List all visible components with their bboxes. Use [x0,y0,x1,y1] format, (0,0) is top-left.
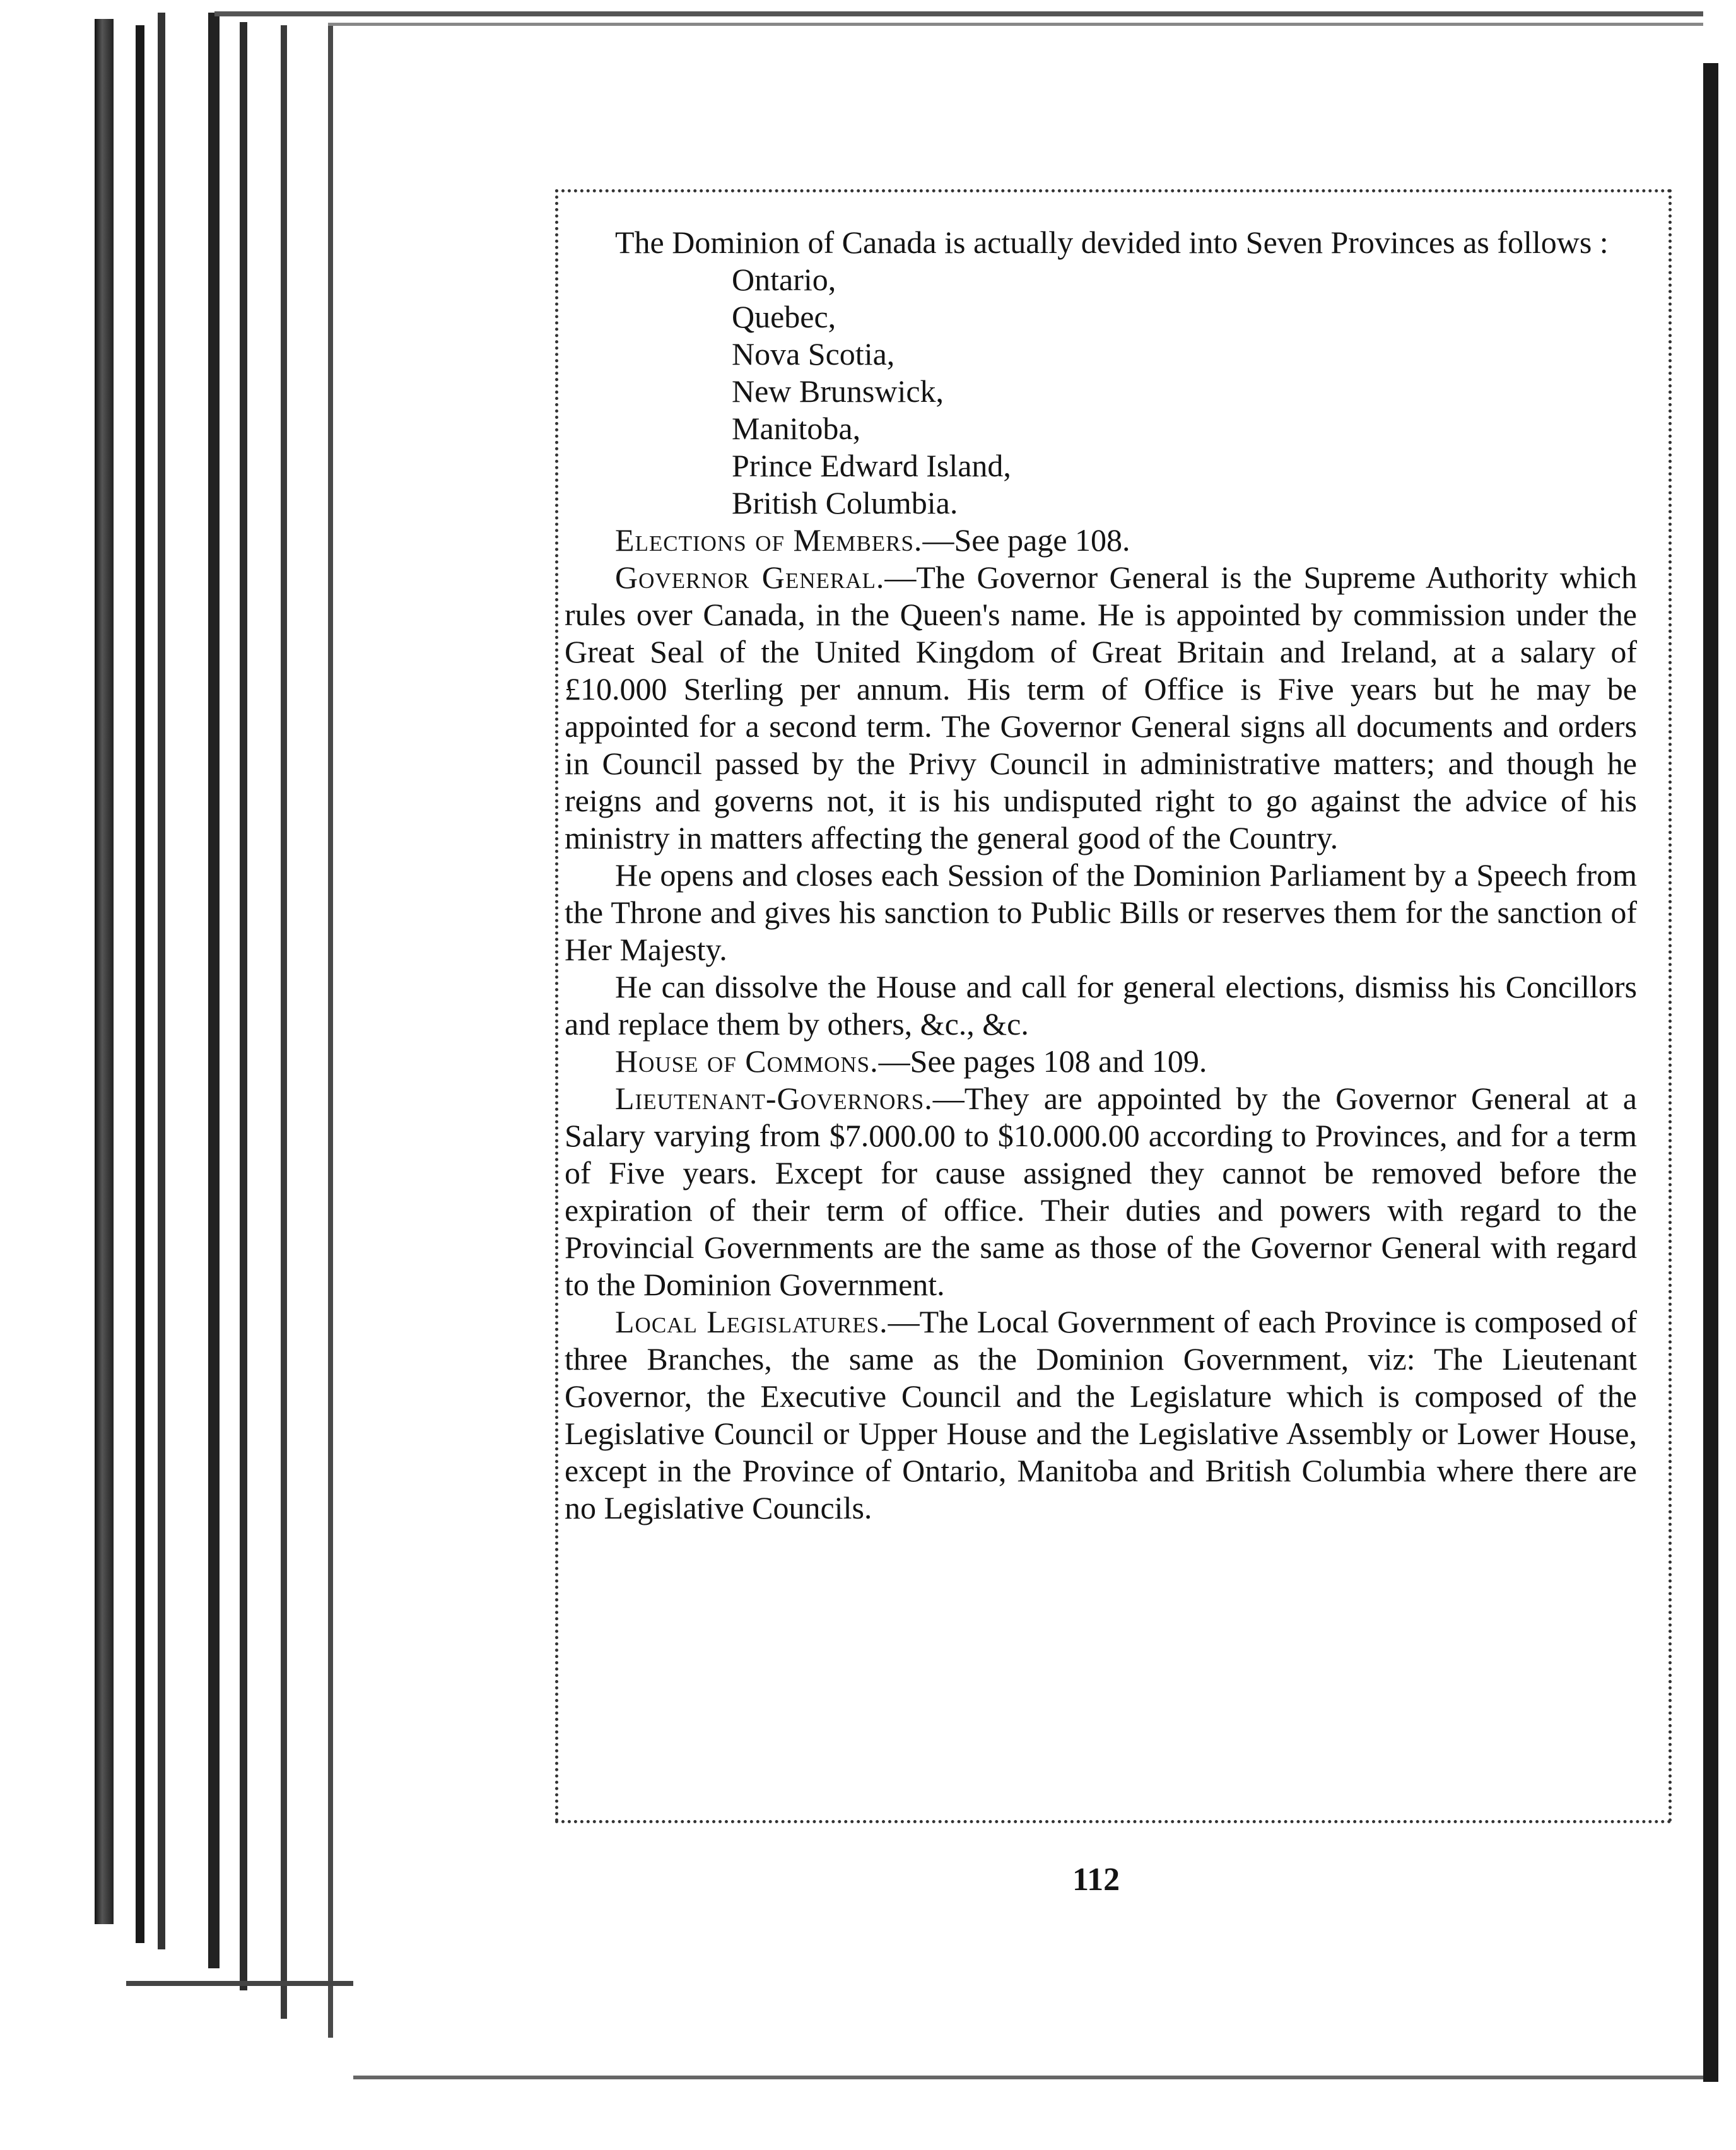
intro-paragraph: The Dominion of Canada is actually devided into Seven Provinces as follows : [615,225,1609,260]
page-number: 112 [1072,1862,1120,1898]
list-item: Ontario, [732,262,836,297]
list-item: New Brunswick, [732,373,944,409]
book-edge [158,13,165,1949]
governor-general-paragraph [565,559,1637,857]
section-heading: Elections of Members. [615,522,923,558]
elections-paragraph [565,522,1637,559]
section-body: —The Local Government of each Province is composed of three Branches, the same as the Dominion Government, viz: The Lieutenant Governor, the Executive Council and the Legislature which is composed of the Legislative Council or Upper House and the Legislative Assembly or Lower House, except in the Province of Ontario, Manitoba and British Columbia where there are no Legislative Councils. [565,1304,1637,1525]
book-edge [240,22,247,1990]
book-edge [353,2076,1710,2079]
book-edge [214,11,1703,16]
book-edge [281,25,287,2019]
list-item: Quebec, [732,299,836,334]
dissolve-paragraph: He can dissolve the House and call for general elections, dismiss his Concillors and replace them by others, &c., &c. [565,969,1637,1042]
list-item: British Columbia. [732,485,958,520]
section-body: —See pages 108 and 109. [878,1043,1207,1079]
section-heading: Governor General. [615,560,885,595]
book-edge [328,25,333,2038]
book-edge [136,25,144,1943]
list-item: Prince Edward Island, [732,448,1011,483]
section-body: —See page 108. [922,522,1130,558]
section-body: —The Governor General is the Supreme Authority which rules over Canada, in the Queen's name. He is appointed by commission under the Great Seal of the United Kingdom of Great Britain and Ireland, at a salary of £10.000 Sterling per annum. His term of Office is Five years but he may be appointed for a second term. The Governor General signs all documents and orders in Council passed by the Privy Council in administrative matters; and though he reigns and governs not, it is his undisputed right to go against the advice of his ministry in matters affecting the general good of the Country. [565,560,1637,855]
book-edge [1703,63,1718,2082]
local-legislatures-paragraph [565,1303,1637,1527]
book-edge [208,13,220,1968]
province-list [565,261,1637,522]
section-heading: House of Commons. [615,1043,879,1079]
book-edge [95,19,114,1924]
section-heading: Lieutenant-Governors. [615,1081,933,1116]
section-body: —They are appointed by the Governor General at a Salary varying from $7.000.00 to $10.000.00 according to Provinces, and for a term of Five years. Except for cause assigned they cannot be removed before the expiration of their term of office. Their duties and powers with regard to the Provincial Governments are the same as those of the Governor General with regard to the Dominion Government. [565,1081,1637,1302]
house-of-commons-paragraph [565,1043,1637,1080]
list-item: Nova Scotia, [732,336,895,372]
section-heading: Local Legislatures. [615,1304,888,1339]
book-edge [328,23,1703,26]
sessions-paragraph: He opens and closes each Session of the Dominion Parliament by a Speech from the Throne and gives his sanction to Public Bills or reserves them for the sanction of Her Majesty. [565,857,1637,967]
book-edge [126,1981,353,1986]
list-item: Manitoba, [732,411,861,446]
page-text [565,224,1637,1527]
lieutenant-governors-paragraph [565,1080,1637,1303]
